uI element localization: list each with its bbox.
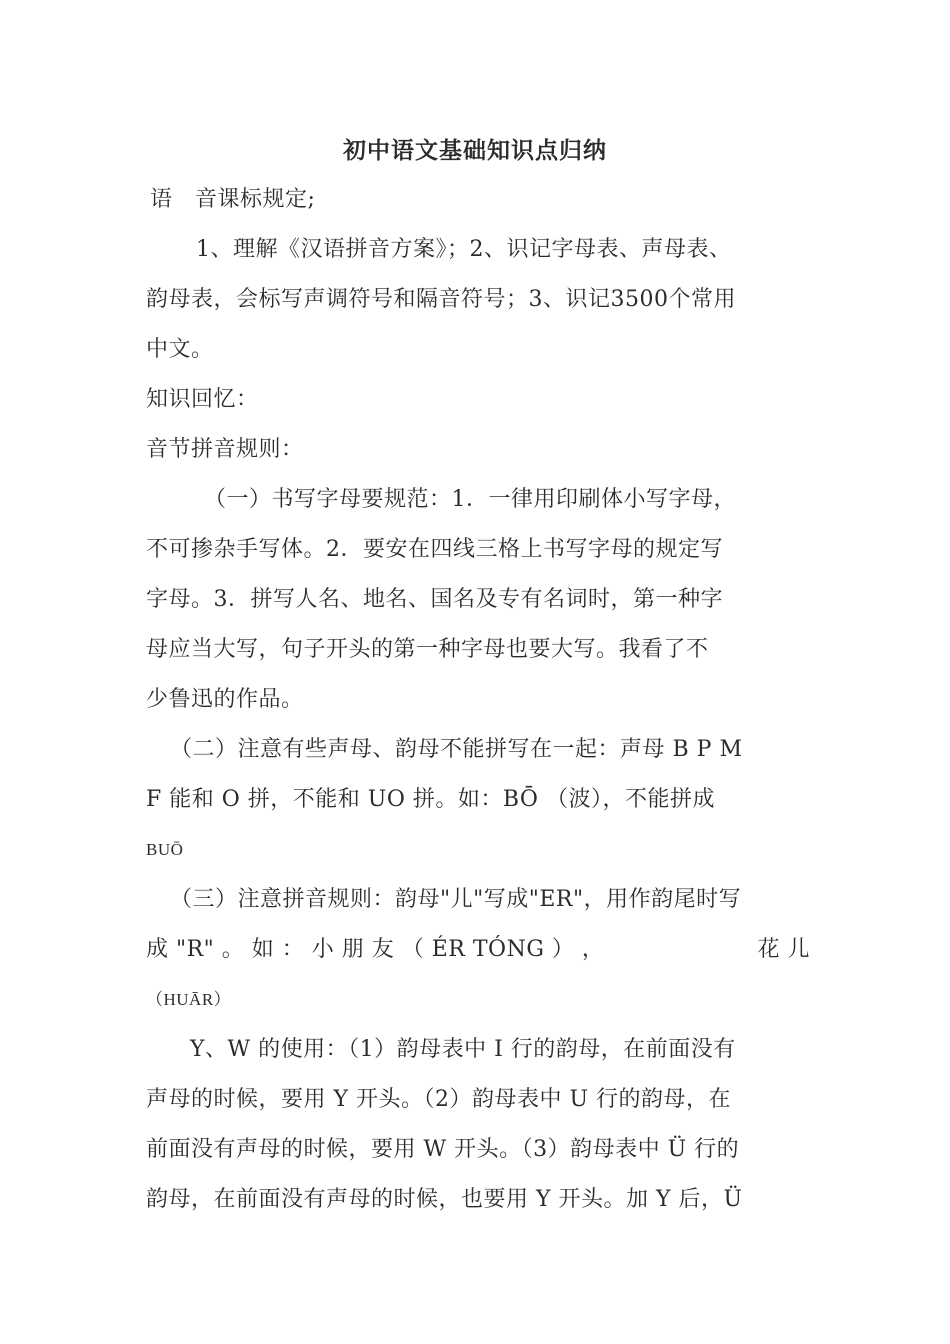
paragraph-line: 母应当大写，句子开头的第一种字母也要大写。我看了不 [146, 637, 709, 662]
line-segment-right: 花 儿 [757, 937, 810, 962]
paragraph-line: （一）书写字母要规范：1．一律用印刷体小写字母， [204, 487, 736, 512]
document-body [146, 178, 810, 1228]
paragraph-line: 中文。 [146, 337, 214, 362]
paragraph-line: Y、W 的使用：（1）韵母表中 I 行的韵母，在前面没有 [190, 1037, 736, 1062]
paragraph-line [146, 928, 810, 978]
paragraph-line: 音节拼音规则： [146, 437, 304, 462]
paragraph-line: 字母。3．拼写人名、地名、国名及专有名词时，第一种字 [146, 587, 723, 612]
line-segment-left: 成 "R" 。 如 ： 小 朋 友 （ ÉR TÓNG ） ， [146, 937, 605, 962]
paragraph-line: 韵母，在前面没有声母的时候，也要用 Y 开头。加 Y 后，Ü [146, 1187, 743, 1212]
paragraph-line: 声母的时候，要用 Y 开头。（2）韵母表中 U 行的韵母，在 [146, 1087, 732, 1112]
paragraph-line: （HUĀR） [146, 990, 232, 1009]
paragraph-line: （三）注意拼音规则：韵母"儿"写成"ER"，用作韵尾时写 [170, 887, 742, 912]
document-title: 初中语文基础知识点归纳 [343, 137, 607, 164]
paragraph-line: BUŌ [146, 840, 184, 859]
paragraph-line: 少鲁迅的作品。 [146, 687, 304, 712]
paragraph-line: F 能和 O 拼，不能和 UO 拼。如：BŌ （波），不能拼成 [146, 787, 715, 812]
paragraph-line: 前面没有声母的时候，要用 W 开头。（3）韵母表中 Ü 行的 [146, 1137, 740, 1162]
paragraph-line: 不可掺杂手写体。2．要安在四线三格上书写字母的规定写 [146, 537, 723, 562]
paragraph-line: 韵母表，会标写声调符号和隔音符号；3、识记3500个常用 [146, 287, 736, 312]
paragraph-line: 语 音课标规定; [150, 187, 316, 212]
paragraph-line: 知识回忆： [146, 387, 259, 412]
paragraph-line: （二）注意有些声母、韵母不能拼写在一起：声母 B P M [170, 737, 743, 762]
paragraph-line: 1、理解《汉语拼音方案》；2、识记字母表、声母表、 [196, 237, 732, 262]
